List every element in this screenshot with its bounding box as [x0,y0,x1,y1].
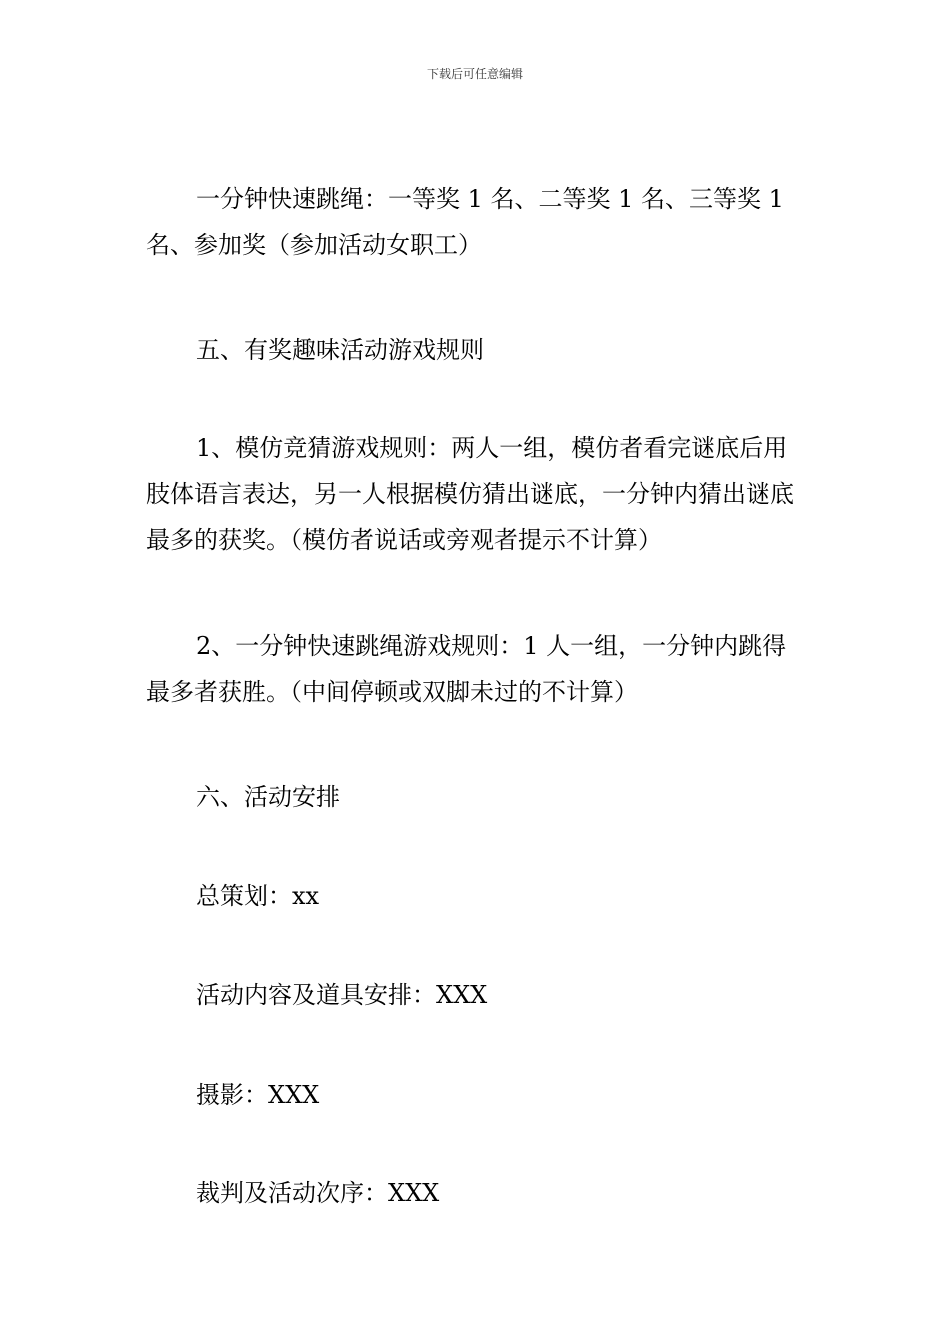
rule-paragraph-2: 2、一分钟快速跳绳游戏规则：1 人一组，一分钟内跳得最多者获胜。（中间停顿或双脚未过的不计算） [146,632,787,706]
arrangement-referee: 裁判及活动次序：XXX [196,1179,440,1207]
arrangement-photo: 摄影：XXX [196,1081,320,1109]
arrangement-props: 活动内容及道具安排：XXX [196,981,488,1009]
header-note: 下载后可任意编辑 [426,67,523,81]
rule-paragraph-1: 1、模仿竞猜游戏规则：两人一组，模仿者看完谜底后用肢体语言表达，另一人根据模仿猜出谜底，一分钟内猜出谜底最多的获奖。（模仿者说话或旁观者提示不计算） [146,434,794,554]
award-paragraph: 一分钟快速跳绳：一等奖 1 名、二等奖 1 名、三等奖 1 名、参加奖（参加活动女职工） [146,185,784,259]
section-heading-5: 五、有奖趣味活动游戏规则 [196,336,484,364]
section-heading-6: 六、活动安排 [196,783,340,811]
arrangement-planner: 总策划：xx [196,882,320,910]
